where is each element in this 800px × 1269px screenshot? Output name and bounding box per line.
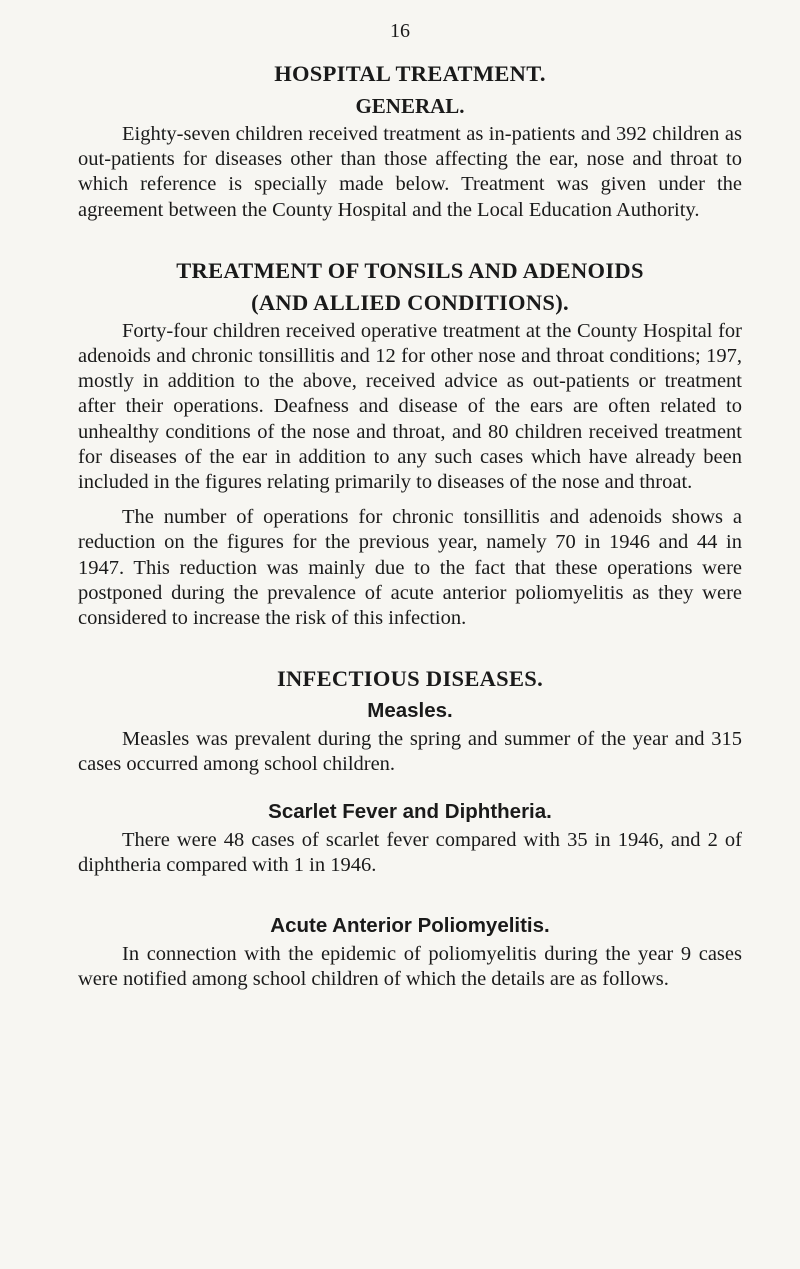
- page-number: 16: [390, 20, 410, 42]
- measles-paragraph: Measles was prevalent during the spring and summer of the year and 315 cases occurred among school children.: [78, 728, 742, 776]
- general-heading: GENERAL.: [355, 94, 465, 118]
- poliomyelitis-paragraph: In connection with the epidemic of poliomyelitis during the year 9 cases were notified among school children of which the details are as follows.: [78, 943, 742, 991]
- general-paragraph: Eighty-seven children received treatment as in-patients and 392 children as out-patients for diseases other than those affecting the ear, nose and throat to which reference is specially made below. Treatment was given under the agreement between the County Hospital and the Local Education Authority.: [78, 123, 742, 221]
- infectious-diseases-heading: INFECTIOUS DISEASES.: [276, 666, 544, 692]
- hospital-treatment-heading: HOSPITAL TREATMENT.: [274, 61, 546, 86]
- tonsils-heading: TREATMENT OF TONSILS AND ADENOIDS: [176, 257, 644, 283]
- measles-heading: Measles.: [367, 699, 453, 723]
- tonsils-subheading: (AND ALLIED CONDITIONS).: [251, 289, 569, 315]
- scarlet-fever-paragraph: There were 48 cases of scarlet fever compared with 35 in 1946, and 2 of diphtheria compared with 1 in 1946.: [78, 828, 742, 876]
- scarlet-fever-heading: Scarlet Fever and Diphtheria.: [268, 799, 552, 823]
- poliomyelitis-heading: Acute Anterior Poliomyelitis.: [270, 914, 550, 938]
- tonsils-paragraph-1: Forty-four children received operative treatment at the County Hospital for adenoids and chronic tonsillitis and 12 for other nose and throat conditions; 197, mostly in addition to the above, received advice as out-patients or treatment after their operations. Deafness and disease of the ears are often related to unhealthy conditions of the nose and throat, and 80 children received treatment for diseases of the ear in addition to any such cases which have already been included in the figures relating primarily to diseases of the nose and throat.: [78, 319, 742, 494]
- tonsils-paragraph-2: The number of operations for chronic tonsillitis and adenoids shows a reduction on the figures for the previous year, namely 70 in 1946 and 44 in 1947. This reduction was mainly due to the fact that these operations were postponed during the prevalence of acute anterior poliomyelitis as they were considered to increase the risk of this infection.: [78, 506, 742, 630]
- document-body: [78, 58, 742, 992]
